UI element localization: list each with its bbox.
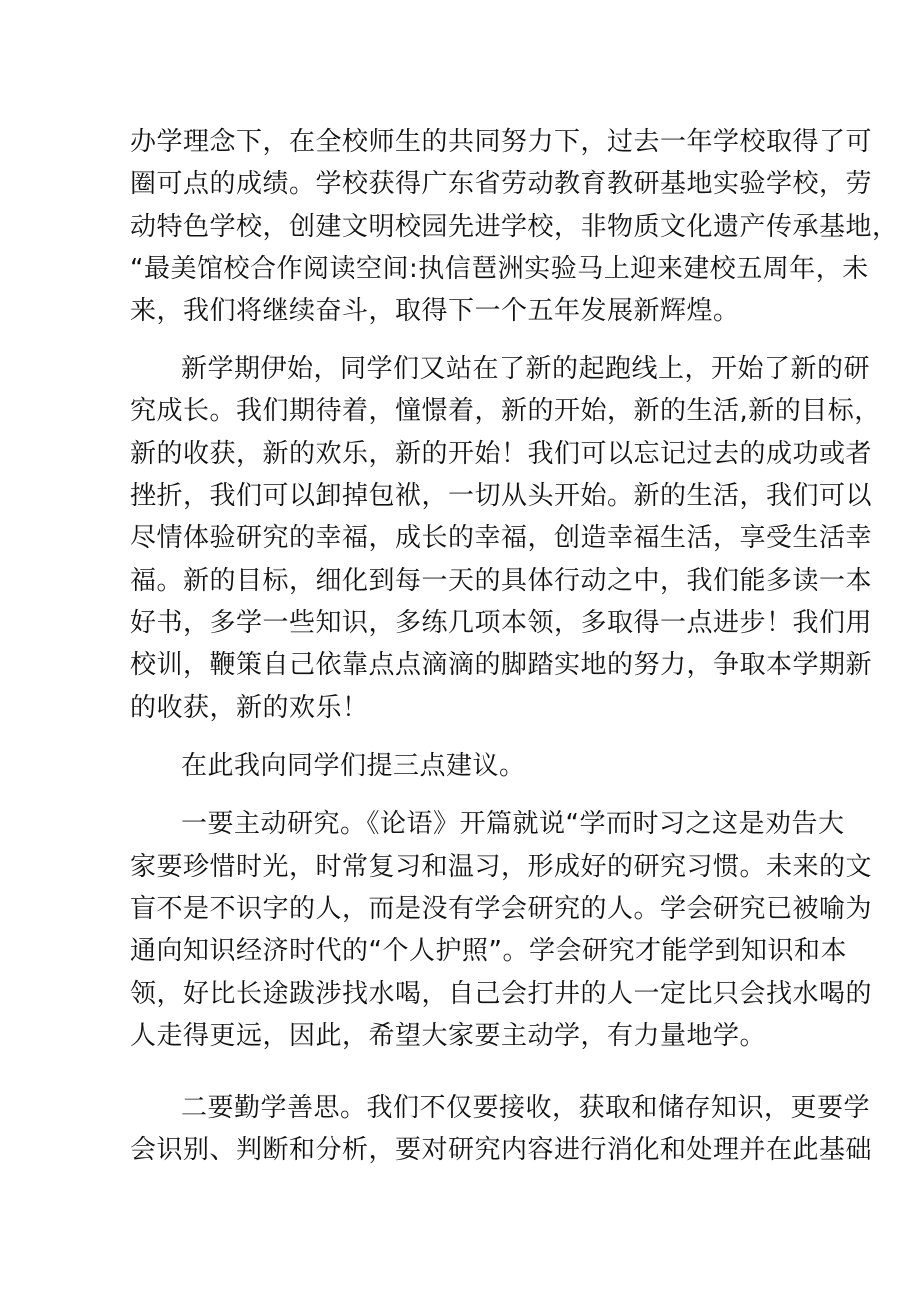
paragraph-2-line-8: 校训，鞭策自己依靠点点滴滴的脚踏实地的努力，争取本学期新 xyxy=(130,650,873,680)
paragraph-4-line-6: 人走得更远，因此，希望大家要主动学，有力量地学。 xyxy=(130,1021,767,1051)
paragraph-1-line-2: 圈可点的成绩。学校获得广东省劳动教育教研基地实验学校，劳 xyxy=(130,169,873,199)
paragraph-1-line-1: 办学理念下，在全校师生的共同努力下，过去一年学校取得了可 xyxy=(130,127,873,157)
paragraph-2-line-4: 挫折，我们可以卸掉包袱，一切从头开始。新的生活，我们可以 xyxy=(130,481,873,511)
paragraph-1-line-4: “最美馆校合作阅读空间:执信琶洲实验马上迎来建校五周年，未 xyxy=(130,254,869,284)
paragraph-5-line-1: 二要勤学善思。我们不仅要接收，获取和储存知识，更要学 xyxy=(181,1093,871,1123)
paragraph-4-line-5: 领，好比长途跋涉找水喝，自己会打井的人一定比只会找水喝的 xyxy=(130,979,873,1009)
paragraph-3-line-1: 在此我向同学们提三点建议。 xyxy=(181,751,526,781)
paragraph-1-line-5: 来，我们将继续奋斗，取得下一个五年发展新辉煌。 xyxy=(130,296,740,326)
paragraph-5-line-2: 会识别、判断和分析，要对研究内容进行消化和处理并在此基础 xyxy=(130,1135,873,1165)
paragraph-2-line-9: 的收获，新的欢乐！ xyxy=(130,693,369,723)
paragraph-1-line-3: 动特色学校，创建文明校园先进学校，非物质文化遗产传承基地， xyxy=(130,212,899,242)
paragraph-4-line-2: 家要珍惜时光，时常复习和温习，形成好的研究习惯。未来的文 xyxy=(130,852,873,882)
paragraph-2-line-3: 新的收获，新的欢乐，新的开始！我们可以忘记过去的成功或者 xyxy=(130,439,873,469)
paragraph-2-line-1: 新学期伊始，同学们又站在了新的起跑线上，开始了新的研 xyxy=(181,354,871,384)
paragraph-2-line-2: 究成长。我们期待着，憧憬着，新的开始，新的生活,新的目标， xyxy=(130,396,881,426)
paragraph-4-line-1: 一要主动研究。《论语》开篇就说“学而时习之这是劝告大 xyxy=(181,809,845,839)
paragraph-2-line-5: 尽情体验研究的幸福，成长的幸福，创造幸福生活，享受生活幸 xyxy=(130,523,873,553)
paragraph-2-line-6: 福。新的目标，细化到每一天的具体行动之中，我们能多读一本 xyxy=(130,566,873,596)
paragraph-2-line-7: 好书，多学一些知识，多练几项本领，多取得一点进步！我们用 xyxy=(130,608,873,638)
paragraph-4-line-3: 盲不是不识字的人，而是没有学会研究的人。学会研究已被喻为 xyxy=(130,894,873,924)
paragraph-4-line-4: 通向知识经济时代的“个人护照”。学会研究才能学到知识和本 xyxy=(130,936,847,966)
